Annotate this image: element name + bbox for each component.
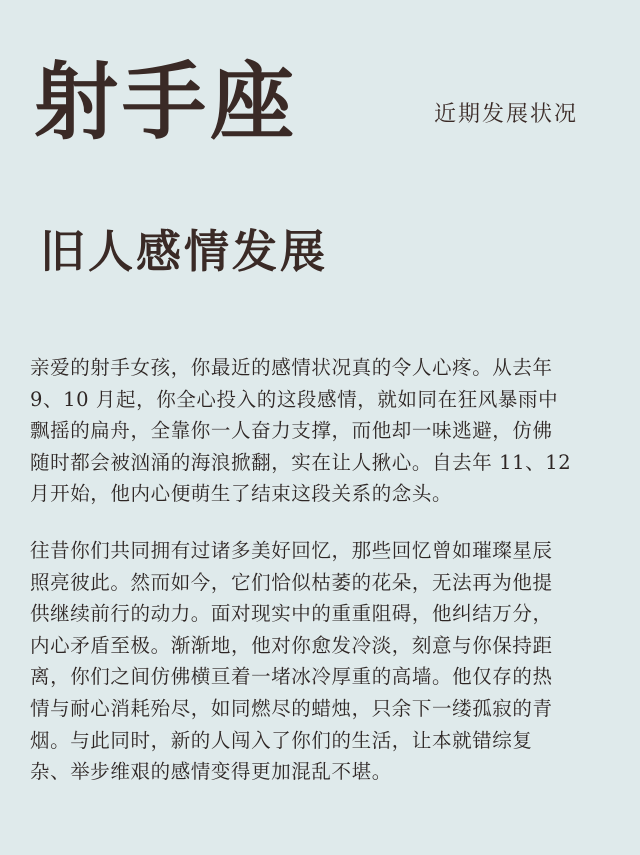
paragraph-line: 亲爱的射手女孩，你最近的感情状况真的令人心疼。从去年 <box>30 356 553 379</box>
paragraph-line: 情与耐心消耗殆尽，如同燃尽的蜡烛，只余下一缕孤寂的青 <box>30 696 553 720</box>
paragraph-line: 照亮彼此。然而如今，它们恰似枯萎的花朵，无法再为他提 <box>30 570 553 594</box>
paragraph-line: 内心矛盾至极。渐渐地，他对你愈发冷淡，刻意与你保持距 <box>30 633 553 657</box>
paragraph-line: 往昔你们共同拥有过诸多美好回忆，那些回忆曾如璀璨星辰 <box>30 539 553 562</box>
paragraph-line: 随时都会被汹涌的海浪掀翻，实在让人揪心。自去年 11、12 <box>30 450 572 474</box>
section-tag: 近期发展状况 <box>434 102 579 127</box>
paragraph-line: 杂、举步维艰的感情变得更加混乱不堪。 <box>30 760 392 784</box>
paragraph-1 <box>30 352 610 510</box>
paragraph-line: 供继续前行的动力。面对现实中的重重阻碍，他纠结万分， <box>30 602 553 626</box>
page-title: 射手座 <box>34 52 299 151</box>
paragraph-line: 离，你们之间仿佛横亘着一堵冰冷厚重的高墙。他仅存的热 <box>30 665 553 689</box>
paragraph-2 <box>30 535 610 788</box>
paragraph-line: 烟。与此同时，新的人闯入了你们的生活，让本就错综复 <box>30 728 533 752</box>
paragraph-line: 飘摇的扁舟，全靠你一人奋力支撑，而他却一味逃避，仿佛 <box>30 419 553 443</box>
paragraph-line: 月开始，他内心便萌生了结束这段关系的念头。 <box>30 482 453 506</box>
section-subtitle: 旧人感情发展 <box>40 225 329 278</box>
paragraph-line: 9、10 月起，你全心投入的这段感情，就如同在狂风暴雨中 <box>30 387 559 411</box>
